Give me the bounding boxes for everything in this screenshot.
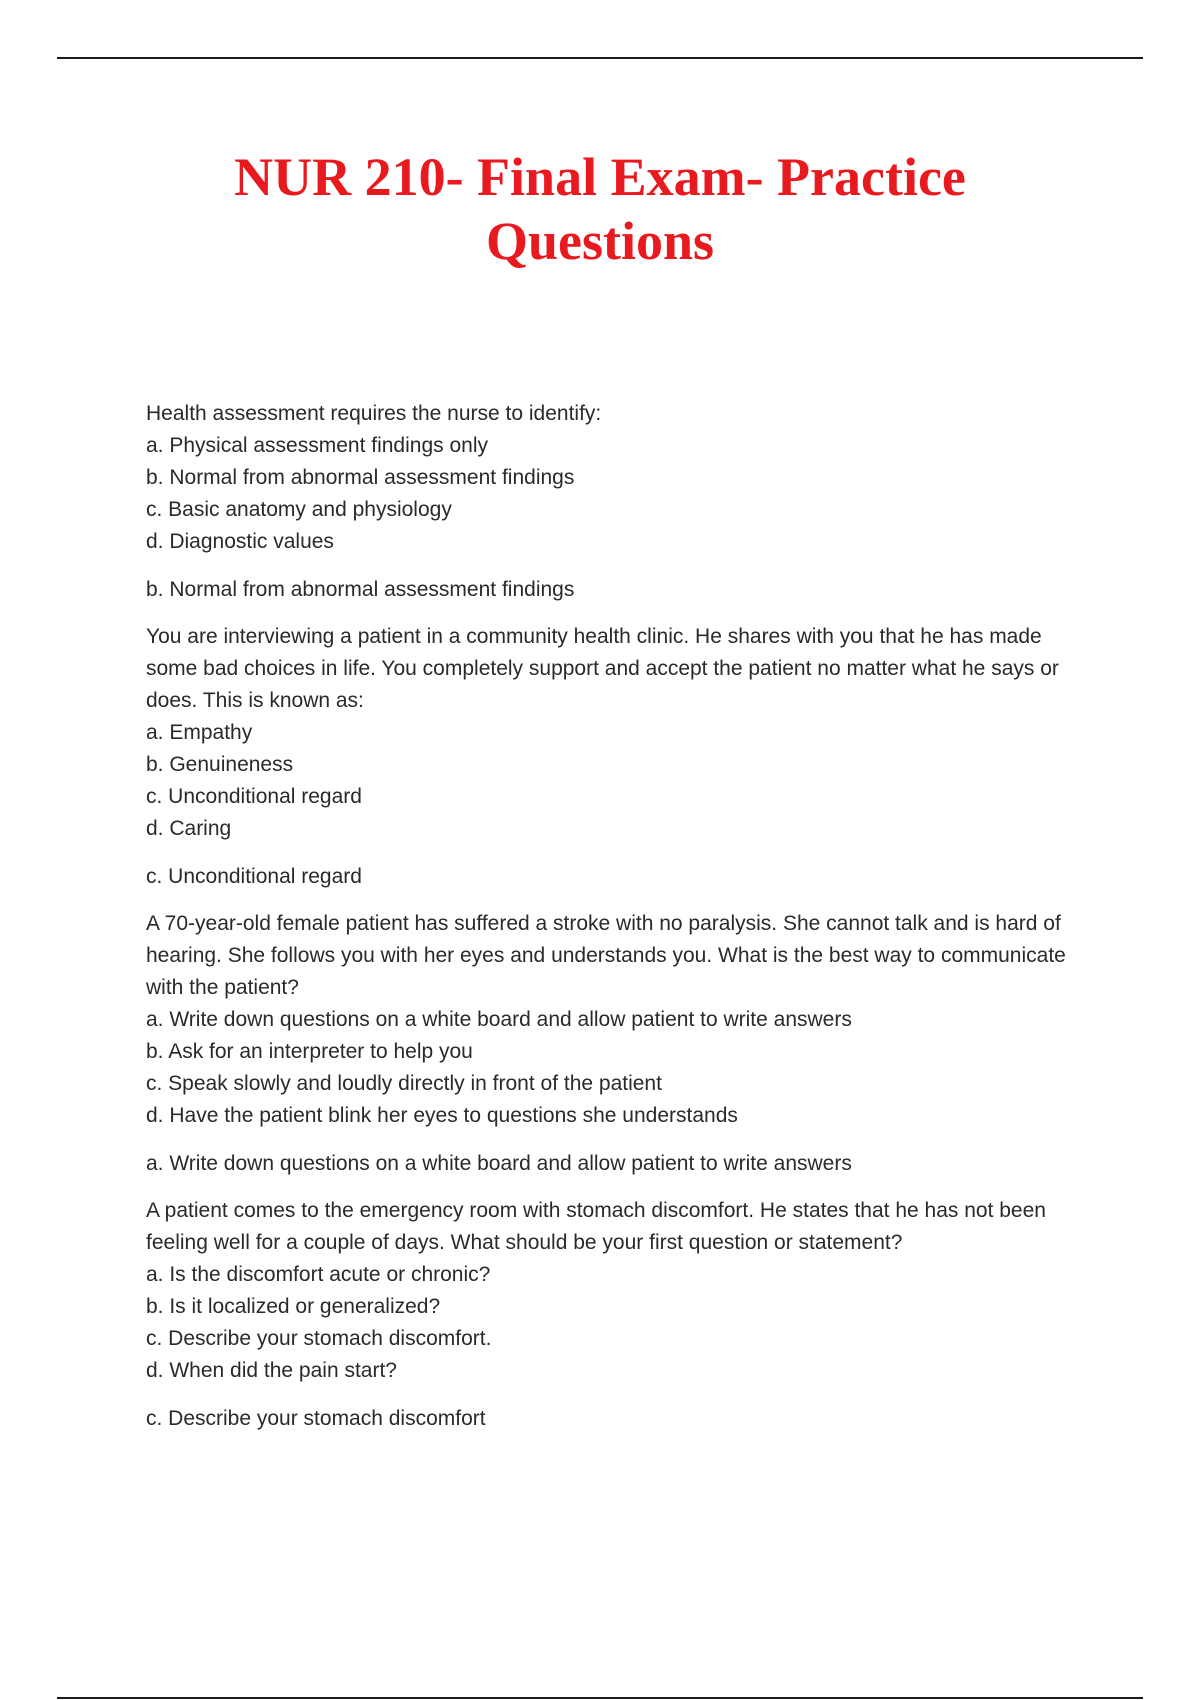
answer-3: a. Write down questions on a white board and allow patient to write answers [146,1152,852,1175]
question-text: A 70-year-old female patient has suffered a stroke with no paralysis. She cannot talk and is hard of hearing. She follows you with her eyes and understands you. What is the best way to communicate with the patient? [146,912,1066,999]
footer-rule [57,1697,1143,1699]
header-rule [57,57,1143,59]
question-2 [146,621,1086,845]
option-b: b. Normal from abnormal assessment findings [146,466,575,489]
question-3 [146,908,1086,1132]
option-d: d. Diagnostic values [146,530,334,553]
option-d: d. When did the pain start? [146,1359,397,1382]
question-text: You are interviewing a patient in a community health clinic. He shares with you that he has made some bad choices in life. You completely support and accept the patient no matter what he says or does. This is known as: [146,625,1059,712]
option-c: c. Speak slowly and loudly directly in front of the patient [146,1072,662,1095]
option-a: a. Write down questions on a white board and allow patient to write answers [146,1008,852,1031]
option-a: a. Empathy [146,721,253,744]
question-4 [146,1195,1086,1387]
question-1 [146,398,1086,558]
option-a: a. Is the discomfort acute or chronic? [146,1263,491,1286]
document-title: NUR 210- Final Exam- Practice Questions [234,147,966,271]
option-d: d. Have the patient blink her eyes to questions she understands [146,1104,738,1127]
question-text: Health assessment requires the nurse to identify: [146,402,602,425]
option-a: a. Physical assessment findings only [146,434,488,457]
option-b: b. Genuineness [146,753,294,776]
option-c: c. Unconditional regard [146,785,362,808]
option-b: b. Is it localized or generalized? [146,1295,441,1318]
option-c: c. Describe your stomach discomfort. [146,1327,492,1350]
option-c: c. Basic anatomy and physiology [146,498,452,521]
answer-4: c. Describe your stomach discomfort [146,1407,486,1430]
questions-list [146,398,1086,1450]
option-d: d. Caring [146,817,232,840]
option-b: b. Ask for an interpreter to help you [146,1040,473,1063]
question-text: A patient comes to the emergency room with stomach discomfort. He states that he has not been feeling well for a couple of days. What should be your first question or statement? [146,1199,1046,1254]
answer-2: c. Unconditional regard [146,865,362,888]
answer-1: b. Normal from abnormal assessment findings [146,578,575,601]
